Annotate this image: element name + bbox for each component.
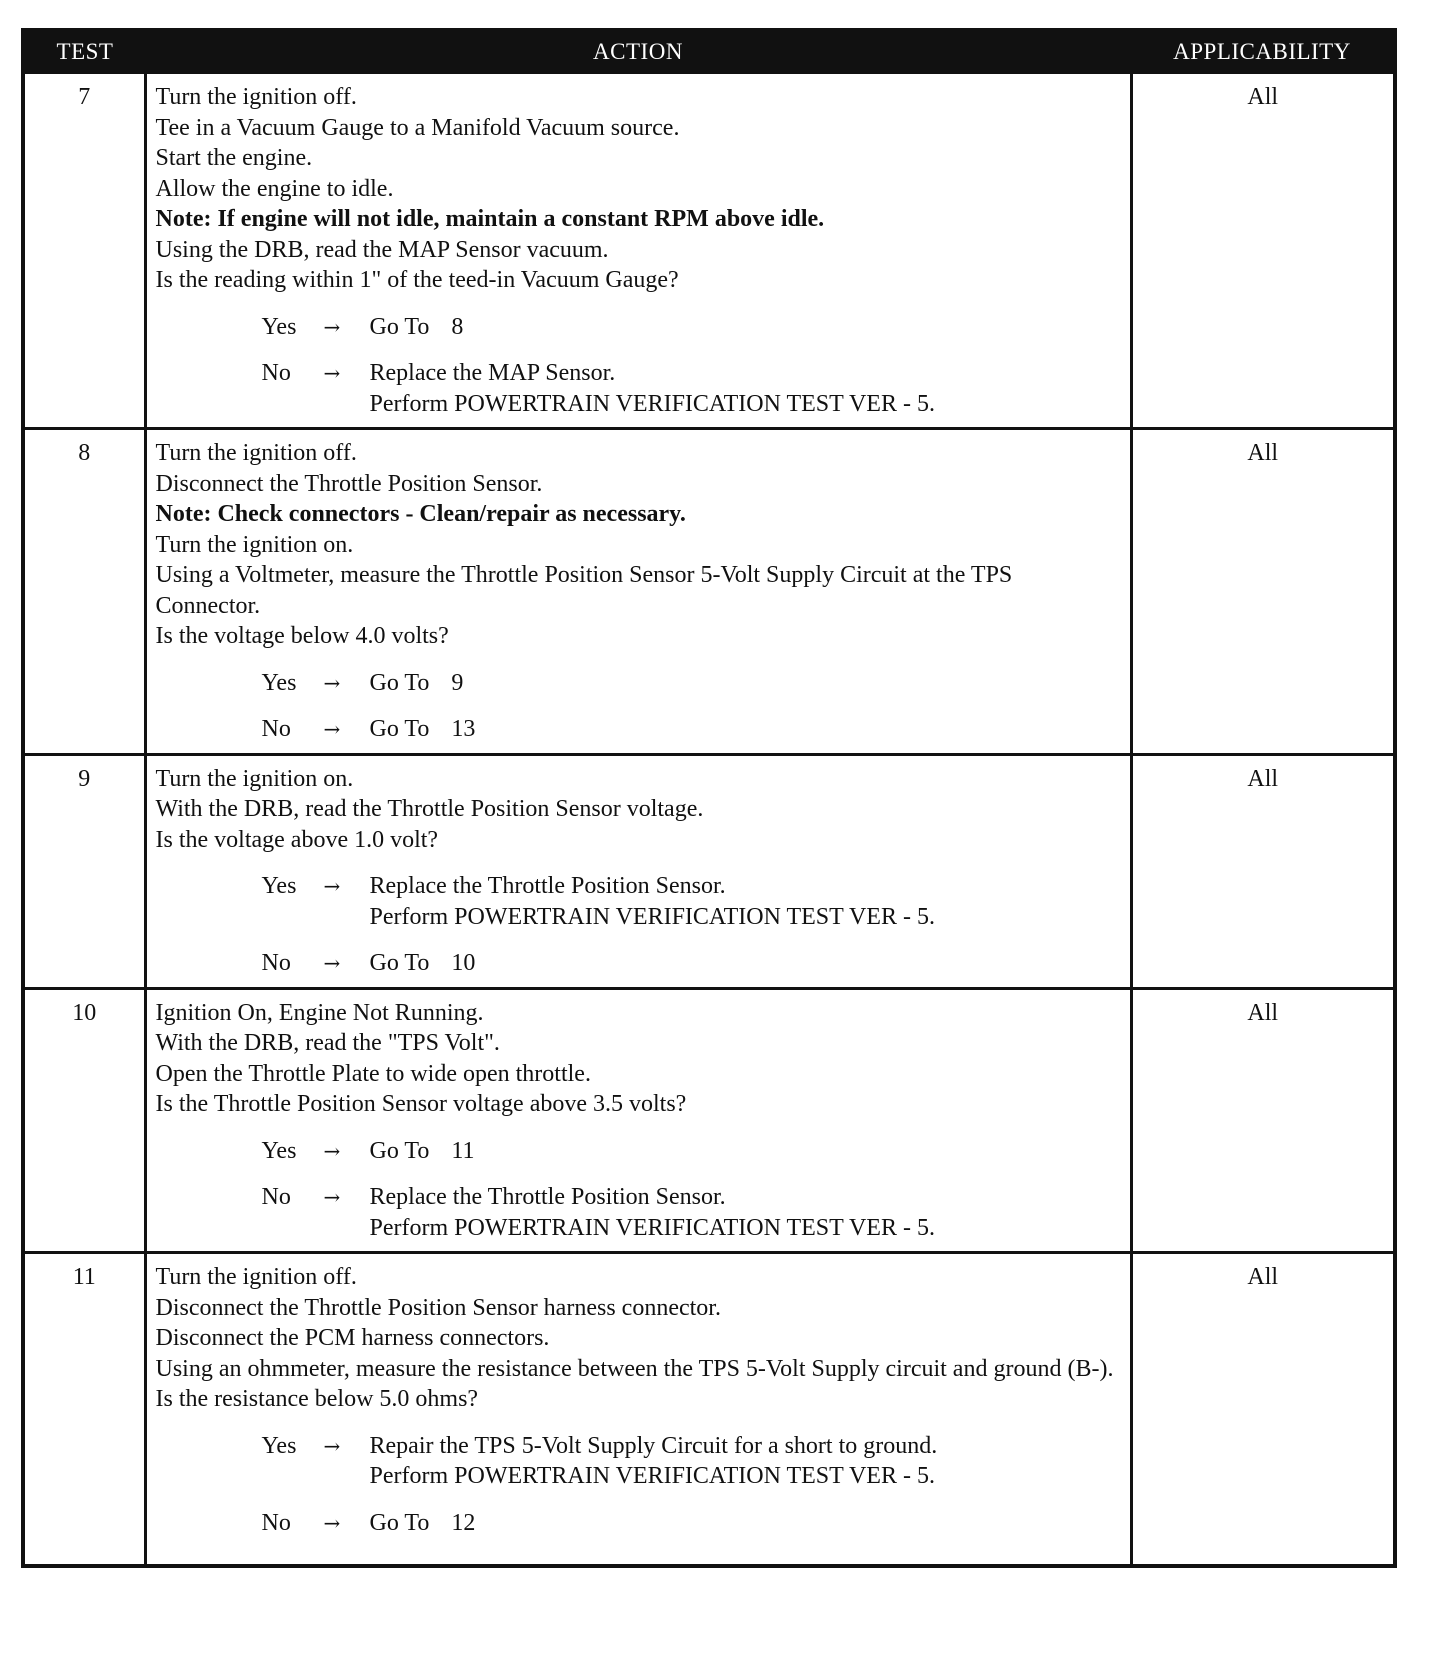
diagnostic-test-table bbox=[21, 28, 1397, 1568]
applicability-value: All bbox=[1131, 754, 1395, 988]
no-branch bbox=[262, 358, 1122, 419]
yes-label: Yes bbox=[261, 873, 297, 899]
result-line: Replace the Throttle Position Sensor. bbox=[369, 873, 726, 899]
test-number: 7 bbox=[23, 73, 145, 429]
applicability-value: All bbox=[1131, 988, 1395, 1253]
action-cell bbox=[145, 988, 1131, 1253]
yes-result bbox=[370, 1136, 1122, 1167]
applicability-value: All bbox=[1131, 429, 1395, 755]
action-cell bbox=[145, 429, 1131, 755]
test-number: 10 bbox=[23, 988, 145, 1253]
action-line: Using a Voltmeter, measure the Throttle Position Sensor 5-Volt Supply Circuit at the TPS Connector. bbox=[155, 562, 1013, 619]
header-applicability: APPLICABILITY bbox=[1131, 30, 1395, 73]
test-number: 9 bbox=[23, 754, 145, 988]
action-line: Is the Throttle Position Sensor voltage above 3.5 volts? bbox=[155, 1091, 687, 1117]
arrow-icon: → bbox=[323, 1185, 341, 1209]
no-label: No bbox=[261, 716, 291, 742]
result-line: Replace the MAP Sensor. bbox=[369, 360, 616, 386]
no-result bbox=[370, 714, 1122, 745]
go-to-target: 10 bbox=[451, 950, 476, 976]
go-to-label: Go To bbox=[369, 1509, 430, 1536]
action-line: Ignition On, Engine Not Running. bbox=[155, 999, 484, 1026]
table-row bbox=[23, 988, 1395, 1253]
action-line: Turn the ignition off. bbox=[155, 1264, 357, 1290]
go-to-target: 9 bbox=[451, 669, 464, 696]
table-header bbox=[23, 30, 1395, 73]
header-action: ACTION bbox=[145, 30, 1131, 73]
result-line: Repair the TPS 5-Volt Supply Circuit for a short to ground. bbox=[369, 1432, 938, 1459]
go-to-label: Go To bbox=[369, 716, 430, 742]
arrow-icon: → bbox=[323, 874, 341, 898]
go-to-target: 13 bbox=[451, 716, 476, 742]
result-line: Perform POWERTRAIN VERIFICATION TEST VER - 5. bbox=[369, 1463, 935, 1489]
arrow-icon: → bbox=[323, 361, 341, 385]
yes-result bbox=[370, 871, 1122, 932]
action-note: Note: If engine will not idle, maintain a constant RPM above idle. bbox=[155, 206, 825, 232]
yes-branch bbox=[262, 871, 1122, 932]
go-to-target: 8 bbox=[451, 313, 464, 340]
action-cell bbox=[145, 1253, 1131, 1566]
result-line: Perform POWERTRAIN VERIFICATION TEST VER - 5. bbox=[369, 390, 935, 417]
test-number: 8 bbox=[23, 429, 145, 755]
action-line: Is the resistance below 5.0 ohms? bbox=[155, 1386, 479, 1412]
action-line: Using an ohmmeter, measure the resistance between the TPS 5-Volt Supply circuit and ground (B-). bbox=[155, 1355, 1114, 1382]
action-line: Turn the ignition on. bbox=[155, 531, 354, 558]
yes-label: Yes bbox=[261, 669, 297, 696]
action-line: Disconnect the PCM harness connectors. bbox=[155, 1325, 550, 1351]
go-to-label: Go To bbox=[369, 1137, 430, 1164]
no-branch bbox=[262, 1182, 1122, 1243]
yes-branch bbox=[262, 1136, 1122, 1167]
yes-branch bbox=[262, 1431, 1122, 1492]
result-line: Perform POWERTRAIN VERIFICATION TEST VER - 5. bbox=[369, 1214, 935, 1241]
no-result bbox=[370, 948, 1122, 979]
go-to-target: 12 bbox=[451, 1509, 476, 1536]
no-branch bbox=[262, 714, 1122, 745]
action-line: Tee in a Vacuum Gauge to a Manifold Vacuum source. bbox=[155, 114, 680, 141]
no-label: No bbox=[261, 1509, 291, 1536]
action-cell bbox=[145, 73, 1131, 429]
action-note: Note: Check connectors - Clean/repair as necessary. bbox=[155, 501, 686, 527]
action-line: Start the engine. bbox=[155, 145, 313, 171]
header-test: TEST bbox=[23, 30, 145, 73]
yes-label: Yes bbox=[261, 1137, 297, 1164]
arrow-icon: → bbox=[323, 1138, 341, 1163]
no-label: No bbox=[261, 360, 291, 386]
arrow-icon: → bbox=[323, 717, 341, 741]
no-label: No bbox=[261, 1184, 291, 1210]
table-row bbox=[23, 754, 1395, 988]
go-to-label: Go To bbox=[369, 950, 430, 976]
action-line: Disconnect the Throttle Position Sensor. bbox=[155, 470, 543, 497]
no-result bbox=[370, 358, 1122, 419]
yes-result bbox=[370, 1431, 1122, 1492]
result-line: Replace the Throttle Position Sensor. bbox=[369, 1184, 726, 1210]
action-line: Turn the ignition on. bbox=[155, 765, 354, 792]
table-row bbox=[23, 429, 1395, 755]
no-branch bbox=[262, 1508, 1122, 1539]
action-line: Is the voltage above 1.0 volt? bbox=[155, 826, 439, 853]
diagnostic-table-page bbox=[21, 28, 1393, 1568]
action-line: Open the Throttle Plate to wide open throttle. bbox=[155, 1060, 591, 1087]
action-line: Is the reading within 1" of the teed-in Vacuum Gauge? bbox=[155, 267, 679, 293]
arrow-icon: → bbox=[323, 1510, 341, 1535]
yes-branch bbox=[262, 312, 1122, 343]
test-number: 11 bbox=[23, 1253, 145, 1566]
no-result bbox=[370, 1508, 1122, 1539]
no-result bbox=[370, 1182, 1122, 1243]
yes-label: Yes bbox=[261, 313, 297, 340]
table-row bbox=[23, 1253, 1395, 1566]
table-row bbox=[23, 73, 1395, 429]
no-label: No bbox=[261, 950, 291, 976]
go-to-label: Go To bbox=[369, 669, 430, 696]
arrow-icon: → bbox=[323, 951, 341, 975]
no-branch bbox=[262, 948, 1122, 979]
yes-result bbox=[370, 668, 1122, 699]
applicability-value: All bbox=[1131, 73, 1395, 429]
action-line: Is the voltage below 4.0 volts? bbox=[155, 623, 449, 649]
yes-branch bbox=[262, 668, 1122, 699]
action-line: With the DRB, read the "TPS Volt". bbox=[155, 1030, 500, 1056]
yes-label: Yes bbox=[261, 1432, 297, 1459]
go-to-label: Go To bbox=[369, 313, 430, 340]
arrow-icon: → bbox=[323, 314, 341, 339]
result-line: Perform POWERTRAIN VERIFICATION TEST VER - 5. bbox=[369, 903, 935, 930]
action-line: Turn the ignition off. bbox=[155, 84, 357, 110]
action-line: Disconnect the Throttle Position Sensor harness connector. bbox=[155, 1294, 721, 1321]
applicability-value: All bbox=[1131, 1253, 1395, 1566]
arrow-icon: → bbox=[323, 1433, 341, 1458]
action-line: Turn the ignition off. bbox=[155, 440, 357, 466]
action-cell bbox=[145, 754, 1131, 988]
go-to-target: 11 bbox=[451, 1137, 475, 1164]
action-line: Using the DRB, read the MAP Sensor vacuum. bbox=[155, 236, 609, 263]
action-line: Allow the engine to idle. bbox=[155, 175, 394, 202]
arrow-icon: → bbox=[323, 670, 341, 695]
yes-result bbox=[370, 312, 1122, 343]
action-line: With the DRB, read the Throttle Position Sensor voltage. bbox=[155, 796, 704, 822]
